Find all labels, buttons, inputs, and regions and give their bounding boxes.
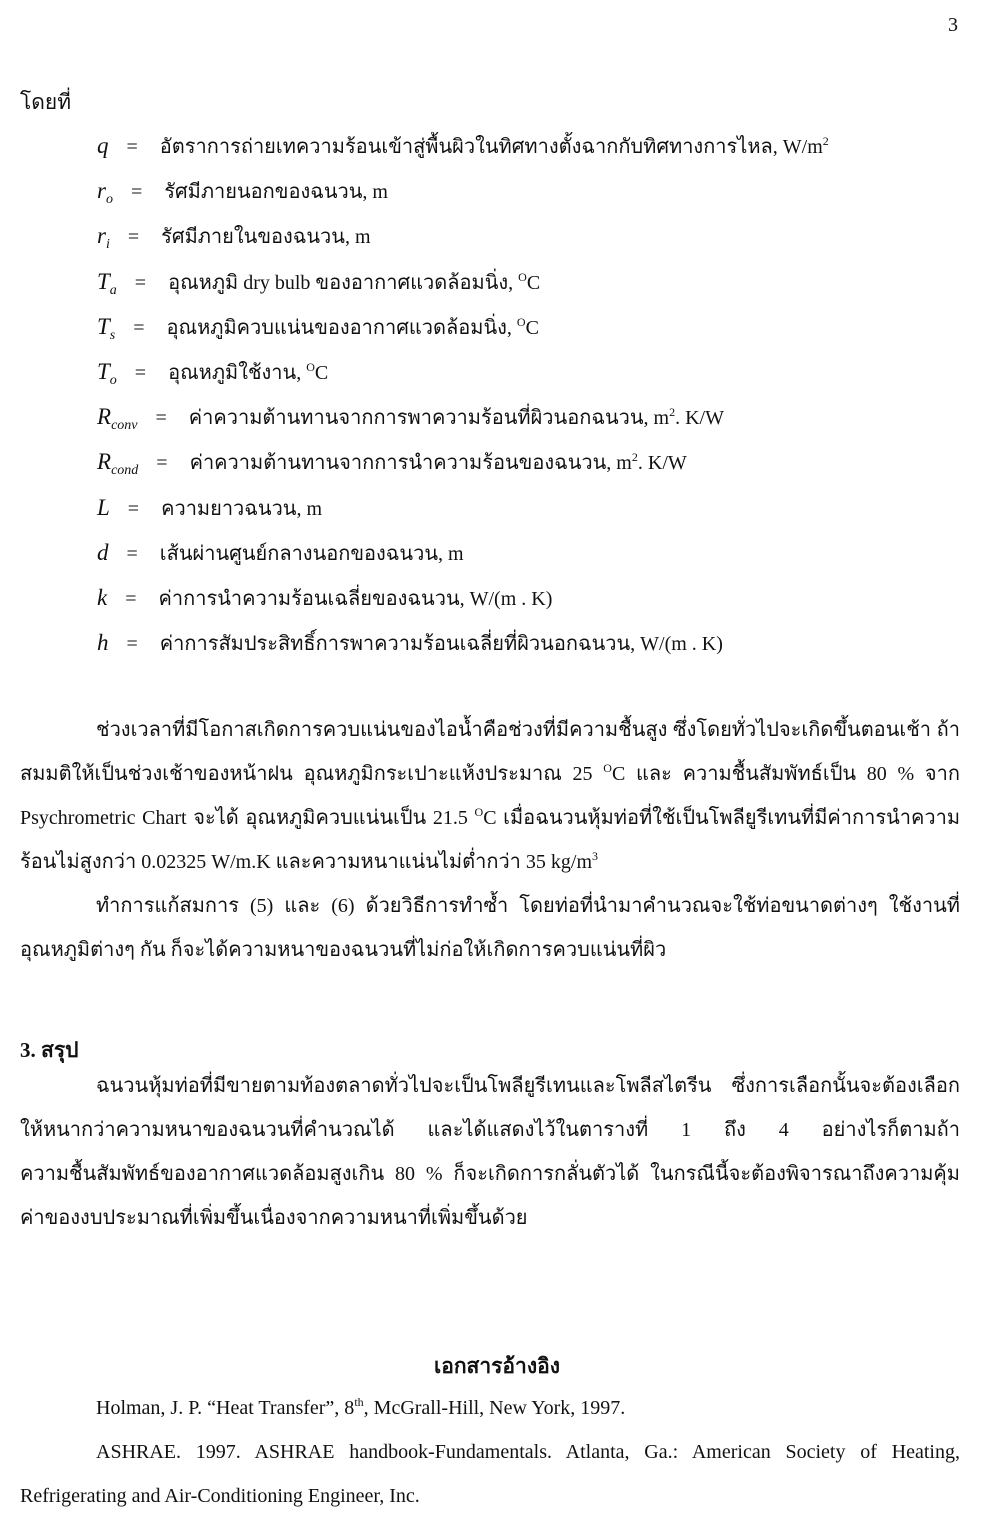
references-list bbox=[20, 1386, 960, 1518]
definition-symbol: d bbox=[97, 539, 109, 565]
reference-1-part-b: , McGrall-Hill, New York, 1997. bbox=[363, 1397, 626, 1419]
equals-sign: = bbox=[155, 407, 167, 430]
equals-sign: = bbox=[130, 181, 143, 204]
equals-sign: = bbox=[156, 452, 168, 475]
definition-row bbox=[97, 220, 371, 254]
definition-description: เส้นผ่านศูนย์กลางนอกของฉนวน, m bbox=[159, 542, 464, 565]
intro-label: โดยที่ bbox=[20, 90, 72, 114]
definition-symbol: $r_o$ bbox=[97, 178, 113, 208]
definition-symbol: $R_{conv}$ bbox=[97, 404, 138, 434]
definition-description: ค่าความต้านทานจากการนำความร้อนของฉนวน, $m^2$. K/W bbox=[189, 450, 687, 475]
equals-sign: = bbox=[127, 497, 140, 520]
equals-sign: = bbox=[134, 362, 147, 384]
equals-sign: = bbox=[127, 226, 140, 249]
degree-sup-1: O bbox=[603, 761, 612, 775]
equals-sign: = bbox=[126, 542, 138, 565]
definition-description: อุณหภูมิ dry bulb ของอากาศแวดล้อมนิ่ง, $^O$C bbox=[168, 269, 541, 294]
definition-symbol: q bbox=[97, 133, 109, 158]
paragraph1-part-b: C และ ความชื้นสัมพัทธ์เป็น 80 % จาก Psychrometric Chart จะได้ อุณหภูมิควบแน่นเป็น 21.5 bbox=[20, 763, 960, 829]
definition-description: ความยาวฉนวน, m bbox=[161, 497, 323, 520]
definition-description: ค่าการนำความร้อนเฉลี่ยของฉนวน, W/(m . K) bbox=[158, 588, 553, 610]
definition-row bbox=[97, 175, 388, 209]
cube-sup: 3 bbox=[592, 849, 599, 863]
reference-1-part-a: Holman, J. P. “Heat Transfer”, 8 bbox=[96, 1397, 355, 1419]
definition-description: อุณหภูมิควบแน่นของอากาศแวดล้อมนิ่ง, $^O$C bbox=[166, 314, 539, 339]
definition-symbol: $T_o$ bbox=[97, 359, 117, 388]
paragraph-iteration: ทำการแก้สมการ (5) และ (6) ด้วยวิธีการทำซ้ำ โดยท่อที่นำมาคำนวณจะใช้ท่อขนาดต่างๆ ใช้งานที่อุณหภูมิต่างๆ กัน ก็จะได้ความหนาของฉนวนที่ไม่ก่อให้เกิดการควบแน่นที่ผิว bbox=[20, 895, 960, 961]
definition-symbol: L bbox=[97, 494, 110, 520]
paragraph1-part-a: ช่วงเวลาที่มีโอกาสเกิดการควบแน่นของไอน้ำคือช่วงที่มีความชื้นสูง ซึ่งโดยทั่วไปจะเกิดขึ้นตอนเช้า ถ้าสมมติให้เป็นช่วงเช้าของหน้าฝน อุณหภูมิกระเปาะแห้งประมาณ 25 bbox=[20, 719, 960, 785]
definition-description: ค่าความต้านทานจากการพาความร้อนที่ผิวนอกฉนวน, $m^2$. K/W bbox=[188, 405, 724, 430]
definition-description: อุณหภูมิใช้งาน, $^O$C bbox=[168, 360, 329, 384]
reference-item bbox=[20, 1386, 960, 1430]
definition-description: ค่าการสัมประสิทธิ์การพาความร้อนเฉลี่ยที่ผิวนอกฉนวน, W/(m . K) bbox=[159, 633, 723, 656]
reference-2: ASHRAE. 1997. ASHRAE handbook-Fundamentals. Atlanta, Ga.: American Society of Heating, Refrigerating and Air-Conditioning Engineer, Inc. bbox=[20, 1441, 960, 1507]
definition-row bbox=[97, 582, 552, 616]
definition-row bbox=[97, 627, 723, 661]
definition-symbol: $T_a$ bbox=[97, 268, 117, 298]
definition-description: อัตราการถ่ายเทความร้อนเข้าสู่พื้นผิวในทิศทางตั้งฉากกับทิศทางการไหล, $W/m^2$ bbox=[159, 134, 829, 158]
definition-symbol: $R_{cond}$ bbox=[97, 449, 139, 479]
definition-description: รัศมีภายในของฉนวน, m bbox=[161, 226, 371, 249]
paragraph1-part-c: C เมื่อฉนวนหุ้มท่อที่ใช้เป็นโพลียูรีเทนที่มีค่าการนำความร้อนไม่สูงกว่า 0.02325 W/m.K และความหนาแน่นไม่ต่ำกว่า 35 kg/m bbox=[20, 807, 960, 873]
definition-row bbox=[97, 130, 829, 164]
equals-sign: = bbox=[133, 316, 145, 339]
definition-row bbox=[97, 537, 464, 571]
definition-symbol: k bbox=[97, 585, 108, 610]
definition-symbol: $T_s$ bbox=[97, 313, 116, 343]
edition-sup: th bbox=[354, 1395, 364, 1409]
definition-description: รัศมีภายนอกของฉนวน, m bbox=[164, 181, 388, 204]
conclusion-paragraph: ฉนวนหุ้มท่อที่มีขายตามท้องตลาดทั่วไปจะเป็นโพลียูรีเทนและโพลีสไตรีน ซึ่งการเลือกนั้นจะต้องเลือกให้หนากว่าความหนาของฉนวนที่คำนวณได้ และได้แสดงไว้ในตารางที่ 1 ถึง 4 อย่างไรก็ตามถ้าความชื้นสัมพัทธ์ของอากาศแวดล้อมสูงเกิน 80 % ก็จะเกิดการกลั่นตัวได้ ในกรณีนี้จะต้องพิจารณาถึงความคุ้มค่าของงบประมาณที่เพิ่มขึ้นเนื่องจากความหนาที่เพิ่มขึ้นด้วย bbox=[20, 1075, 960, 1229]
references-title: เอกสารอ้างอิง bbox=[434, 1354, 560, 1378]
equals-sign: = bbox=[134, 271, 147, 294]
page-number: 3 bbox=[948, 14, 958, 36]
section-body bbox=[20, 1064, 960, 1240]
definition-row bbox=[97, 492, 322, 526]
equals-sign: = bbox=[126, 136, 138, 158]
paragraph-condensation bbox=[20, 708, 960, 972]
degree-sup-2: O bbox=[474, 805, 484, 819]
definition-row bbox=[97, 266, 540, 300]
definition-symbol: $r_i$ bbox=[97, 223, 110, 253]
definition-row bbox=[97, 311, 539, 345]
definition-row bbox=[97, 356, 328, 390]
equals-sign: = bbox=[126, 633, 138, 656]
definition-row bbox=[97, 401, 724, 435]
section-heading: 3. สรุป bbox=[20, 1038, 79, 1062]
definition-row bbox=[97, 446, 687, 480]
definition-symbol: h bbox=[97, 630, 109, 656]
equals-sign: = bbox=[125, 588, 137, 610]
